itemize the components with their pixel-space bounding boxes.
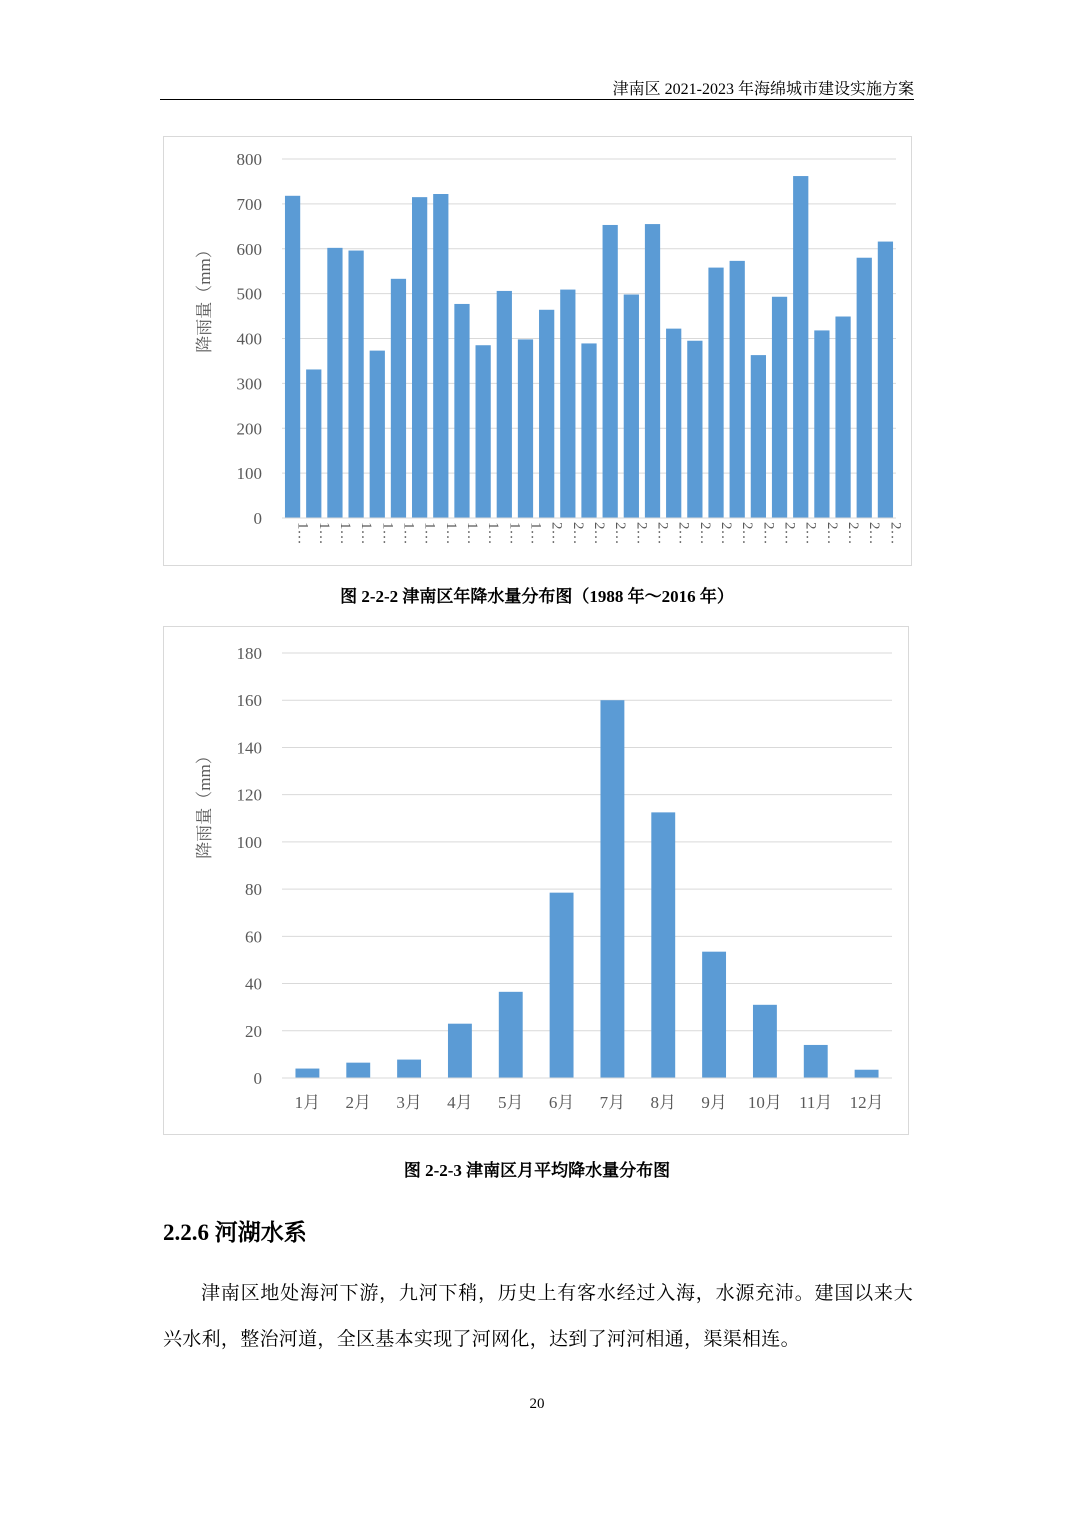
y-tick-label: 120 <box>236 785 262 805</box>
annual-rainfall-chart-svg <box>164 137 911 565</box>
annual-rainfall-chart <box>163 136 912 566</box>
x-tick-label: 1… <box>358 522 375 545</box>
bar <box>560 290 575 518</box>
x-tick-label: 2… <box>781 522 798 545</box>
y-tick-label: 800 <box>236 150 262 169</box>
bar <box>476 345 491 518</box>
bar <box>814 330 829 518</box>
bar <box>687 341 702 518</box>
x-tick-label: 2… <box>823 522 840 545</box>
x-tick-label: 1… <box>485 522 502 545</box>
bar <box>835 317 850 518</box>
y-tick-label: 400 <box>236 329 262 349</box>
bar <box>518 339 533 518</box>
bar <box>454 304 469 518</box>
y-tick-label: 0 <box>253 1069 262 1088</box>
y-tick-label: 0 <box>253 509 262 528</box>
bar <box>708 268 723 518</box>
x-tick-label: 1… <box>506 522 523 545</box>
monthly-rainfall-chart <box>163 626 909 1135</box>
y-tick-label: 600 <box>236 239 262 259</box>
x-tick-label: 2… <box>654 522 671 545</box>
bar <box>702 952 726 1078</box>
x-tick-label: 1月 <box>294 1093 321 1112</box>
bar <box>539 310 554 518</box>
x-tick-label: 8月 <box>650 1093 676 1112</box>
x-tick-label: 1… <box>463 522 480 545</box>
x-tick-label: 7月 <box>599 1093 626 1112</box>
bar <box>499 992 523 1078</box>
section-title: 2.2.6 河湖水系 <box>163 1220 307 1245</box>
y-tick-label: 140 <box>236 738 262 758</box>
y-tick-label: 160 <box>236 691 262 711</box>
x-tick-label: 4月 <box>447 1093 473 1112</box>
bar <box>397 1060 421 1078</box>
bar <box>346 1063 370 1078</box>
bar <box>666 329 681 518</box>
bar <box>804 1045 828 1078</box>
header-title: 津南区 2021-2023 年海绵城市建设实施方案 <box>612 81 914 98</box>
bar <box>645 224 660 518</box>
x-tick-label: 2… <box>845 522 862 545</box>
bar <box>285 196 300 518</box>
x-tick-label: 3月 <box>396 1093 422 1112</box>
x-tick-label: 2… <box>887 522 904 545</box>
x-tick-label: 12月 <box>849 1093 884 1112</box>
y-tick-label: 500 <box>236 284 262 304</box>
bar <box>348 251 363 518</box>
bar <box>751 355 766 518</box>
monthly-rainfall-chart-svg <box>164 627 908 1134</box>
bar <box>603 225 618 518</box>
bar <box>391 279 406 518</box>
bar <box>497 291 512 518</box>
y-tick-label: 200 <box>236 419 262 439</box>
y-tick-label: 20 <box>245 1021 262 1041</box>
x-tick-label: 1… <box>442 522 459 545</box>
bar <box>370 351 385 518</box>
x-tick-label: 10月 <box>747 1093 782 1112</box>
y-tick-label: 60 <box>245 927 262 947</box>
header-rule <box>160 99 914 100</box>
bar <box>878 242 893 518</box>
x-tick-label: 11月 <box>799 1093 833 1112</box>
y-tick-label: 100 <box>236 832 262 852</box>
y-axis-label: 降雨量（mm） <box>195 747 214 859</box>
x-tick-label: 2… <box>591 522 607 545</box>
bar <box>433 194 448 518</box>
bar <box>855 1070 879 1078</box>
y-tick-label: 100 <box>236 464 262 484</box>
bar <box>306 369 321 518</box>
bar <box>600 700 624 1078</box>
bar <box>327 248 342 518</box>
x-tick-label: 1… <box>315 522 332 545</box>
bar <box>793 176 808 518</box>
x-tick-label: 1… <box>527 522 544 545</box>
bar <box>730 261 745 518</box>
y-axis-label: 降雨量（mm） <box>195 241 214 353</box>
x-tick-label: 2… <box>802 522 819 545</box>
y-tick-label: 80 <box>245 880 262 900</box>
figure2-caption: 图 2-2-3 津南区月平均降水量分布图 <box>403 1161 671 1180</box>
x-tick-label: 2月 <box>345 1093 371 1112</box>
bar <box>412 197 427 518</box>
figure1-caption: 图 2-2-2 津南区年降水量分布图（1988 年～2016 年） <box>340 587 734 606</box>
x-tick-label: 2… <box>696 522 713 545</box>
x-tick-label: 2… <box>760 522 777 545</box>
x-tick-label: 1… <box>336 522 353 545</box>
x-tick-label: 2… <box>569 522 586 545</box>
x-tick-label: 2… <box>675 522 692 545</box>
x-tick-label: 5月 <box>498 1093 524 1112</box>
x-tick-label: 2… <box>633 522 650 545</box>
bar <box>581 343 596 518</box>
page-number: 20 <box>529 1396 545 1412</box>
x-tick-label: 2… <box>612 522 629 545</box>
bar <box>550 893 574 1078</box>
bar <box>624 295 639 518</box>
x-tick-label: 1… <box>421 522 438 545</box>
bar <box>857 258 872 518</box>
body-paragraph: 津南区地处海河下游，九河下稍，历史上有客水经过入海，水源充沛。建国以来大兴水利，整治河道，全区基本实现了河网化，达到了河河相通，渠渠相连。 <box>163 1283 913 1350</box>
x-tick-label: 2… <box>739 522 756 545</box>
y-tick-label: 180 <box>236 644 262 663</box>
bar <box>295 1069 319 1078</box>
x-tick-label: 1… <box>294 522 311 545</box>
x-tick-label: 2… <box>548 522 565 545</box>
bar <box>651 812 675 1078</box>
bar <box>448 1024 472 1078</box>
x-tick-label: 2… <box>866 522 883 545</box>
y-tick-label: 700 <box>236 194 262 214</box>
x-tick-label: 9月 <box>701 1093 727 1112</box>
x-tick-label: 1… <box>400 522 417 545</box>
bar <box>753 1005 777 1078</box>
y-tick-label: 300 <box>236 374 262 394</box>
bar <box>772 297 787 518</box>
y-tick-label: 40 <box>245 974 262 994</box>
x-tick-label: 2… <box>718 522 735 545</box>
x-tick-label: 6月 <box>548 1093 575 1112</box>
x-tick-label: 1… <box>379 522 396 545</box>
